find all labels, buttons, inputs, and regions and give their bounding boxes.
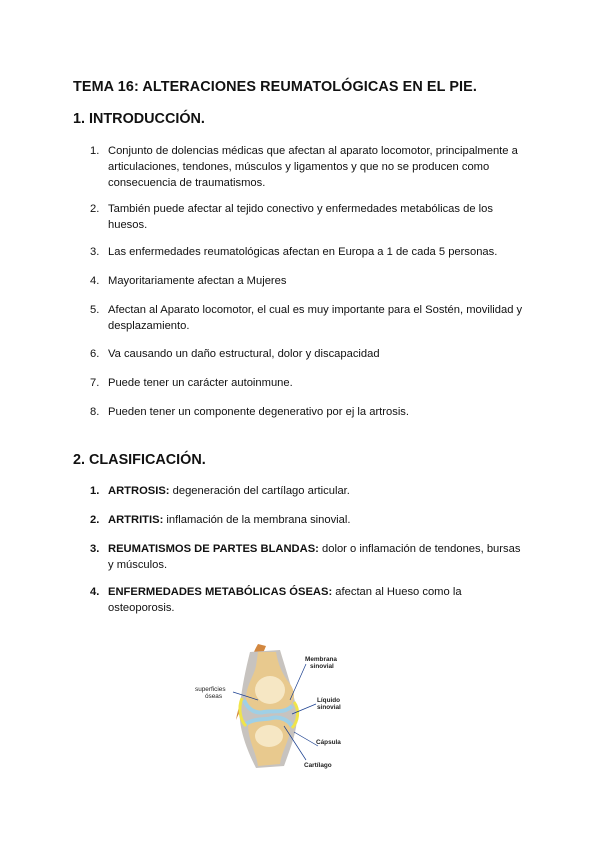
list-item-number: 1. [90,485,100,497]
label-membrana-l1: Membrana [305,656,337,663]
label-membrana-l2: sinovial [310,663,334,670]
list-item-desc: dolor o inflamación de tendones, bursas y músculos. [108,543,521,571]
label-cartilago: Cartílago [304,762,332,769]
list-item-text: Mayoritariamente afectan a Mujeres [108,275,287,287]
list-item-term: ARTROSIS: [108,485,170,497]
list-item-number: 3. [90,246,100,258]
list-item-number: 2. [90,203,100,215]
list-item-text: Va causando un daño estructural, dolor y discapacidad [108,348,380,360]
list-item-text [108,512,523,528]
list-item-number: 8. [90,406,100,418]
list-item-desc: degeneración del cartílago articular. [169,485,350,497]
lower-bone-inner [255,725,283,747]
list-item-number: 2. [90,514,100,526]
list-item-text: También puede afectar al tejido conectivo y enfermedades metabólicas de los huesos. [108,203,493,231]
label-liquido-l1: Líquido [317,697,341,704]
list-item-number: 7. [90,377,100,389]
list-item-text [108,483,523,499]
list-item-text: Afectan al Aparato locomotor, el cual es muy importante para el Sostén, movilidad y desplazamiento. [108,304,523,332]
list-item-desc: afectan al Hueso como la osteoporosis. [108,586,462,614]
list-item-number: 6. [90,348,100,360]
list-item-number: 4. [90,586,100,598]
leader-membrana [290,664,306,700]
label-capsula: Cápsula [316,739,341,746]
section-heading-introduccion: 1. INTRODUCCIÓN. [73,111,205,127]
leader-capsula [294,732,318,746]
label-superficies-l1: superficies [195,686,226,693]
list-item-text: Puede tener un carácter autoinmune. [108,377,293,389]
list-item-desc: inflamación de la membrana sinovial. [163,514,351,526]
upper-bone-inner [255,676,285,704]
document-title: TEMA 16: ALTERACIONES REUMATOLÓGICAS EN EL PIE. [73,79,477,95]
list-item-text [108,541,523,573]
list-item-text: Pueden tener un componente degenerativo por ej la artrosis. [108,406,410,418]
list-item-number: 1. [90,145,100,157]
list-item-number: 4. [90,275,100,287]
section-heading-clasificacion: 2. CLASIFICACIÓN. [73,452,206,468]
joint-diagram [178,640,378,775]
label-superficies-l2: óseas [205,693,223,700]
list-item-text: Conjunto de dolencias médicas que afectan al aparato locomotor, principalmente a articulaciones, tendones, músculos y ligamentos y que no se producen como consecuencia de traumatismos. [108,145,518,189]
list-item-text: Las enfermedades reumatológicas afectan en Europa a 1 de cada 5 personas. [108,246,498,258]
label-liquido-l2: sinovial [317,704,341,711]
list-item-term: ARTRITIS: [108,514,164,526]
list-item-text [108,584,523,616]
list-item-number: 5. [90,304,100,316]
joint-diagram-svg [178,640,378,775]
list-item-term: ENFERMEDADES METABÓLICAS ÓSEAS: [108,586,333,598]
list-item-term: REUMATISMOS DE PARTES BLANDAS: [108,543,319,555]
list-item-number: 3. [90,543,100,555]
